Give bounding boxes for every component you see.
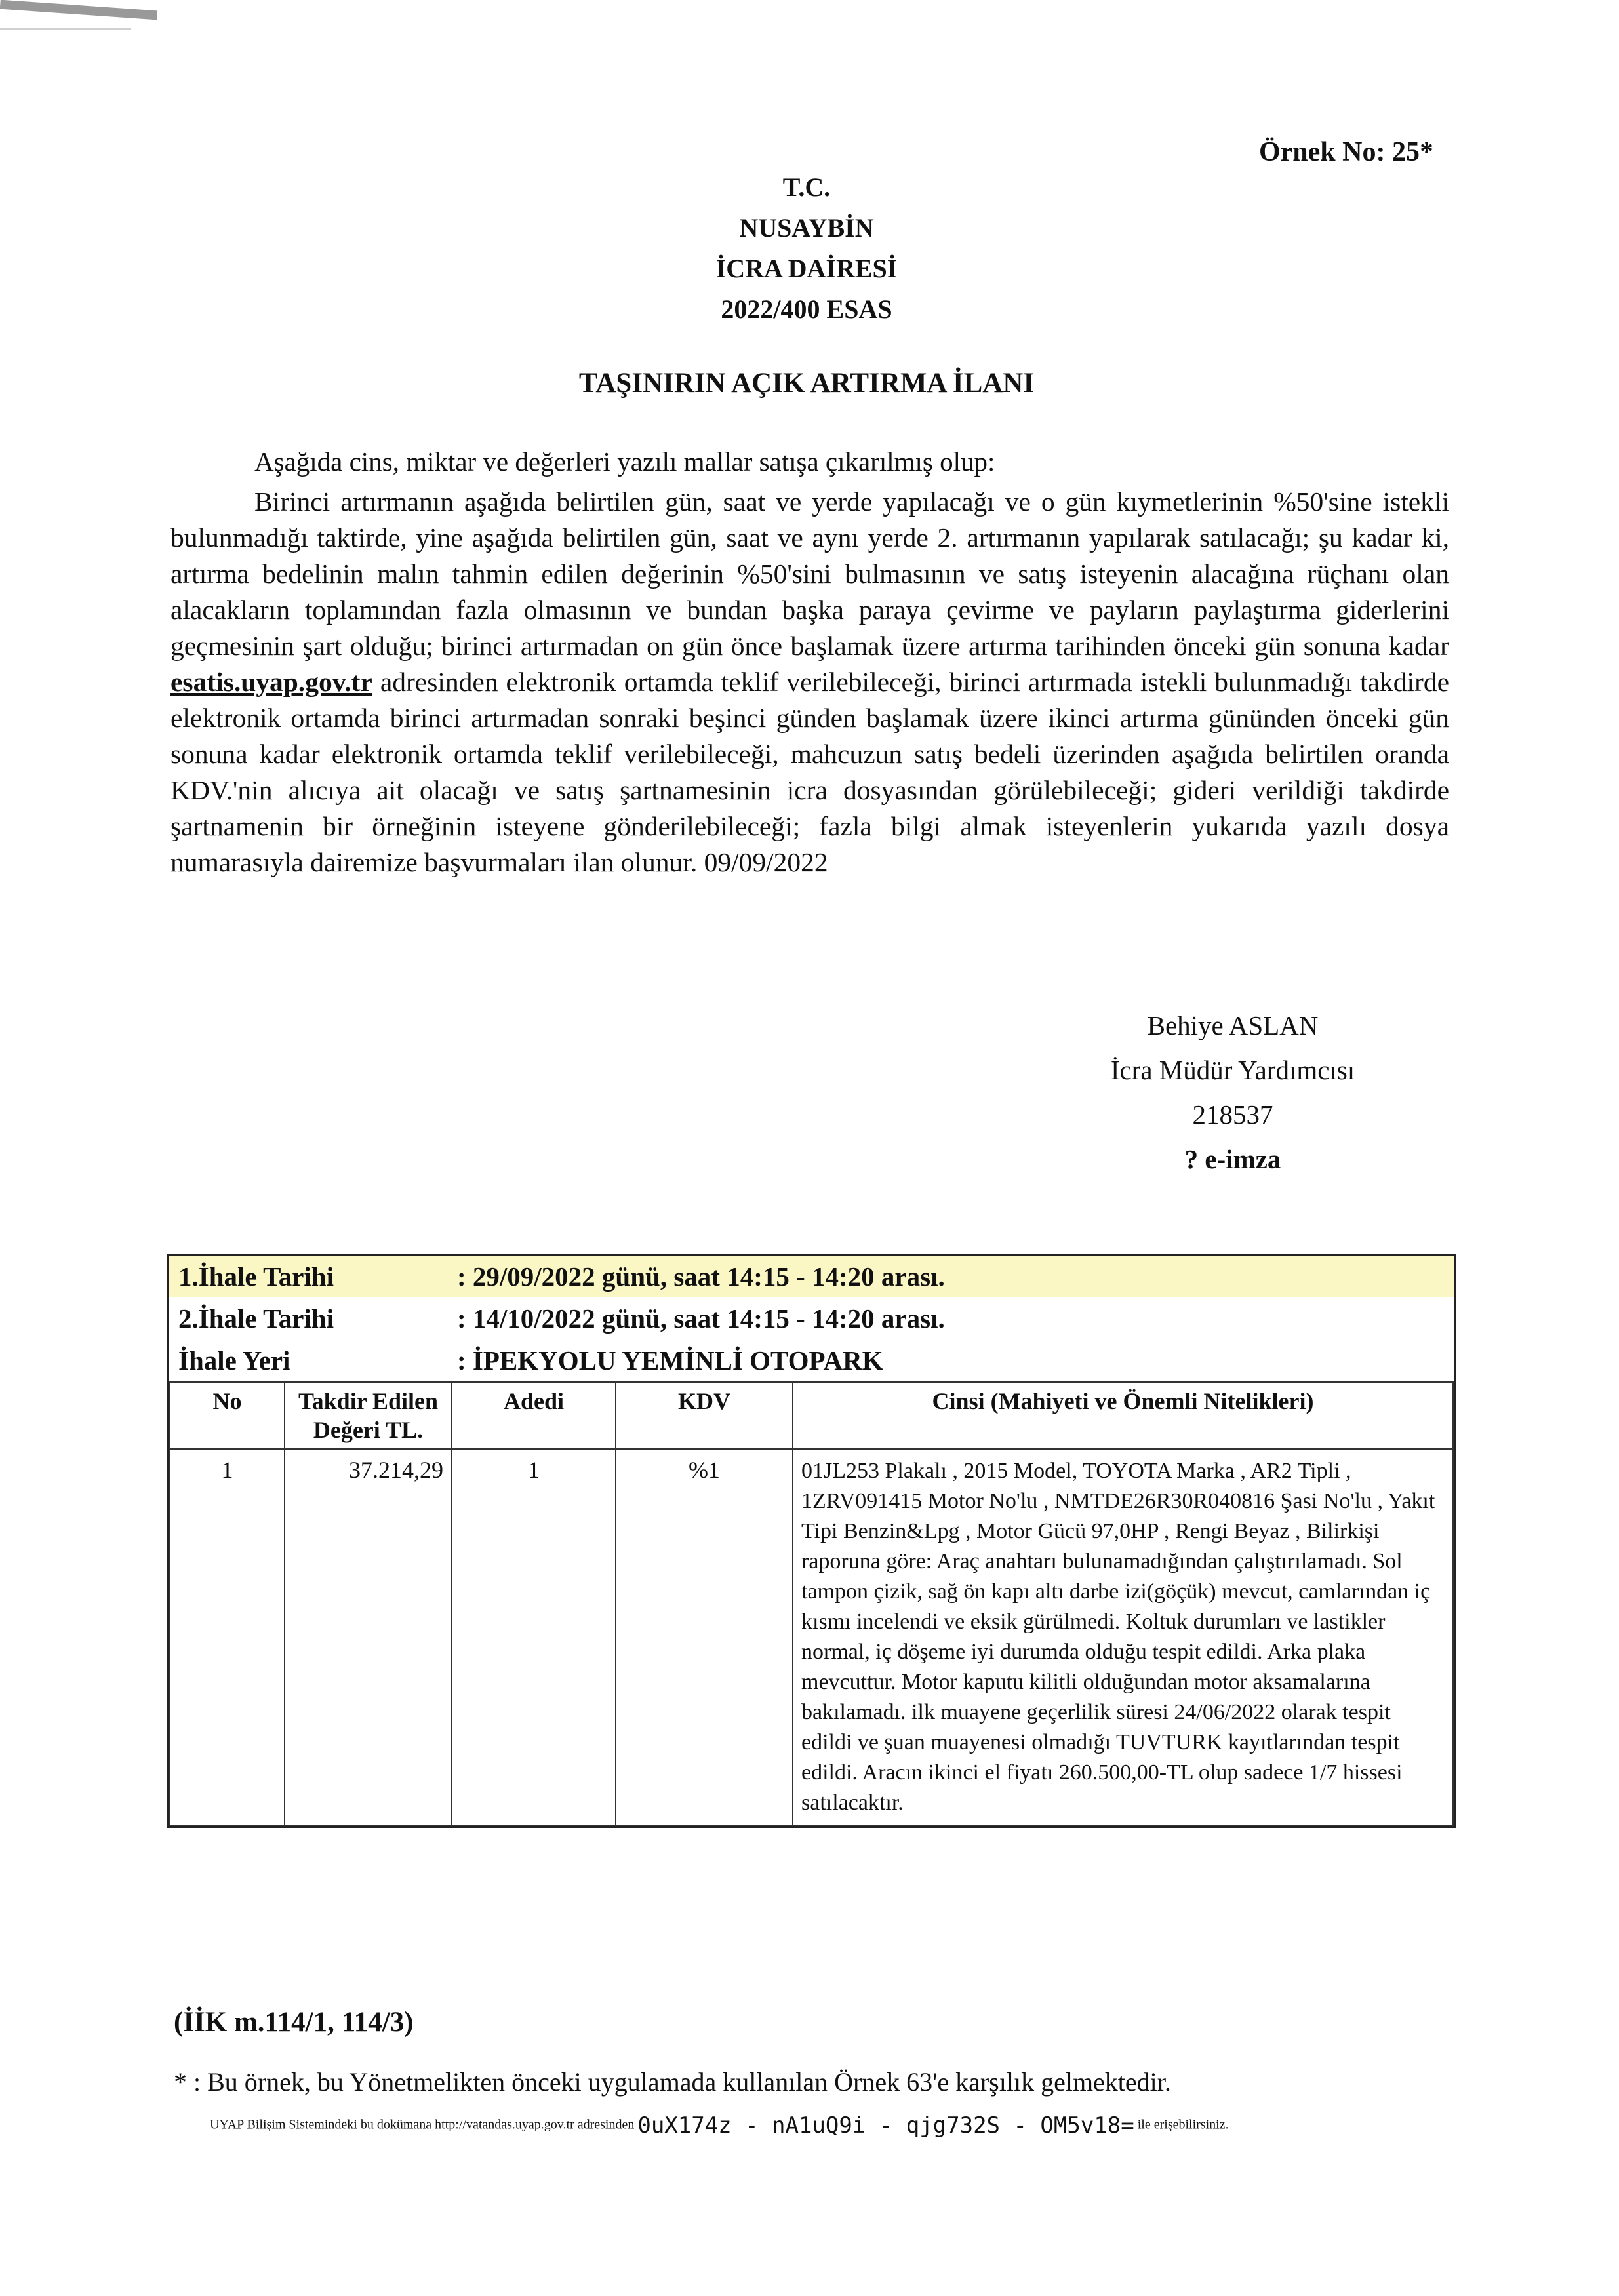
cell-no: 1: [170, 1449, 285, 1825]
auction-box: [167, 1254, 1456, 1828]
table-row: [170, 1449, 1453, 1825]
e-signature-label: ? e-imza: [1184, 1144, 1281, 1174]
verification-code: 0uX174z - nA1uQ9i - qjg732S - OM5v18=: [637, 2112, 1134, 2139]
col-header-no: No: [170, 1382, 285, 1449]
scan-mark: [0, 28, 131, 30]
body-paragraph: [170, 484, 1449, 881]
auction-value: : 29/09/2022 günü, saat 14:15 - 14:20 arası.: [457, 1261, 945, 1292]
auction-label: 1.İhale Tarihi: [178, 1261, 334, 1292]
auction-row-3: [169, 1339, 1454, 1381]
auction-label: İhale Yeri: [178, 1345, 290, 1376]
items-table: [169, 1381, 1454, 1826]
body-text-part2: adresinden elektronik ortamda teklif verilebileceği, birinci artırmada istekli bulunmadığı takdirde elektronik ortamda birinci artırmadan sonraki beşinci günden başlamak üzere ikinci artırma gününden önceki gün sonuna kadar elektronik ortamda teklif verilebileceği, mahcuzun satış bedeli üzerinden aşağıda belirtilen oranda KDV.'nin alıcıya ait olacağı ve satış şartnamesinin icra dosyasından görülebileceği; gideri verildiği takdirde şartnamenin bir örneğinin isteyene gönderilebileceği; fazla bilgi almak isteyenlerin yukarıda yazılı dosya numarasıyla dairemize başvurmaları ilan olunur. 09/09/2022: [170, 667, 1449, 877]
col-header-qty: Adedi: [452, 1382, 616, 1449]
cell-qty: 1: [452, 1449, 616, 1825]
sample-number: Örnek No: 25*: [1259, 137, 1433, 167]
signer-role: İcra Müdür Yardımcısı: [1110, 1055, 1355, 1085]
intro-text: Aşağıda cins, miktar ve değerleri yazılı mallar satışa çıkarılmış olup:: [254, 446, 995, 477]
document-title: TAŞINIRIN AÇIK ARTIRMA İLANI: [578, 368, 1035, 399]
cell-value: 37.214,29: [285, 1449, 452, 1825]
footer-prefix: UYAP Bilişim Sistemindeki bu dokümana http://vatandas.uyap.gov.tr adresinden: [210, 2117, 635, 2132]
esatis-link[interactable]: esatis.uyap.gov.tr: [170, 667, 372, 697]
auction-value: : 14/10/2022 günü, saat 14:15 - 14:20 arası.: [457, 1303, 945, 1334]
header-line: 2022/400 ESAS: [721, 294, 892, 324]
auction-row-1: [169, 1256, 1454, 1297]
signer-name: Behiye ASLAN: [1147, 1010, 1319, 1040]
auction-value: : İPEKYOLU YEMİNLİ OTOPARK: [457, 1345, 883, 1376]
col-header-desc: Cinsi (Mahiyeti ve Önemli Nitelikleri): [793, 1382, 1453, 1449]
signer-id: 218537: [1192, 1099, 1273, 1130]
signature-block: [1062, 1003, 1403, 1181]
body-text-part1: Birinci artırmanın aşağıda belirtilen gün, saat ve yerde yapılacağı ve o gün kıymetlerinin %50'sine istekli bulunmadığı taktirde, yine aşağıda belirtilen gün, saat ve aynı yerde 2. artırmanın yapılarak satılacağı; şu kadar ki, artırma bedelinin malın tahmin edilen değerinin %50'sini bulmasının ve satış isteyenin alacağına rüçhanı olan alacakların toplamından fazla olmasının ve bundan başka paraya çevirme ve payların paylaştırma giderlerini geçmesinin şart olduğu; birinci artırmadan on gün önce başlamak üzere artırma tarihinden önceki gün sonuna kadar: [170, 486, 1449, 661]
scan-mark: [0, 0, 157, 20]
document-header: [577, 167, 1036, 330]
table-header-row: [170, 1382, 1453, 1449]
cell-kdv: %1: [616, 1449, 793, 1825]
auction-row-2: [169, 1297, 1454, 1339]
header-line: İCRA DAİRESİ: [715, 254, 898, 283]
col-header-kdv: KDV: [616, 1382, 793, 1449]
col-header-value: Takdir Edilen Değeri TL.: [285, 1382, 452, 1449]
auction-label: 2.İhale Tarihi: [178, 1303, 334, 1334]
uyap-footer: [210, 2112, 1229, 2139]
footnote: * : Bu örnek, bu Yönetmelikten önceki uygulamada kullanılan Örnek 63'e karşılık gelmektedir.: [174, 2067, 1171, 2097]
header-line: NUSAYBİN: [739, 213, 874, 243]
law-reference: (İİK m.114/1, 114/3): [174, 2007, 414, 2038]
footer-suffix: ile erişebilirsiniz.: [1137, 2117, 1229, 2132]
header-line: T.C.: [782, 172, 831, 202]
cell-desc: 01JL253 Plakalı , 2015 Model, TOYOTA Marka , AR2 Tipli , 1ZRV091415 Motor No'lu , NMTDE26R30R040816 Şasi No'lu , Yakıt Tipi Benzin&Lpg , Motor Gücü 97,0HP , Rengi Beyaz , Bilirkişi raporuna göre: Araç anahtarı bulunamadığından çalıştırılamadı. Sol tampon çizik, sağ ön kapı altı darbe izi(göçük) mevcut, camlarından iç kısmı incelendi ve eksik gürülmedi. Koltuk durumları ve lastikler normal, iç döşeme iyi durumda olduğu tespit edildi. Arka plaka mevcuttur. Motor kaputu kilitli olduğundan motor aksamalarına bakılamadı. ilk muayene geçerlilik süresi 24/06/2022 olarak tespit edildi ve şuan muayenesi olmadığı TUVTURK kayıtlarından tespit edildi. Aracın ikinci el fiyatı 260.500,00-TL olup sadece 1/7 hissesi satılacaktır.: [793, 1449, 1453, 1825]
